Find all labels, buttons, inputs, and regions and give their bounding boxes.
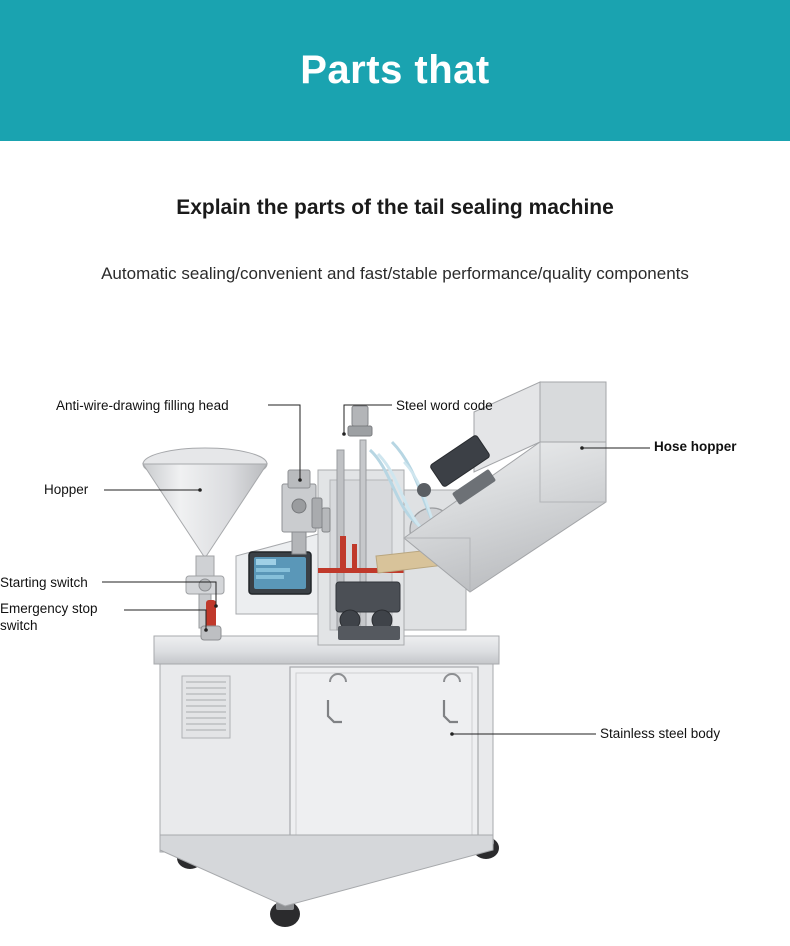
section-tagline: Automatic sealing/convenient and fast/stable performance/quality components bbox=[101, 264, 689, 283]
machine-illustration bbox=[0, 330, 790, 946]
callout-hose-hopper: Hose hopper bbox=[654, 439, 737, 454]
section-subtitle: Explain the parts of the tail sealing machine bbox=[176, 196, 614, 219]
callout-hopper: Hopper bbox=[44, 482, 89, 497]
page-title: Parts that bbox=[300, 48, 490, 92]
callout-anti-wire-drawing-filling-head: Anti-wire-drawing filling head bbox=[56, 398, 229, 413]
callout-steel-word-code: Steel word code bbox=[396, 398, 493, 413]
callout-emergency-stop-switch: Emergency stop switch bbox=[0, 601, 98, 633]
machine-diagram bbox=[0, 330, 790, 946]
callout-starting-switch: Starting switch bbox=[0, 575, 88, 590]
callout-stainless-steel-body: Stainless steel body bbox=[600, 726, 721, 741]
header-banner bbox=[0, 0, 790, 141]
